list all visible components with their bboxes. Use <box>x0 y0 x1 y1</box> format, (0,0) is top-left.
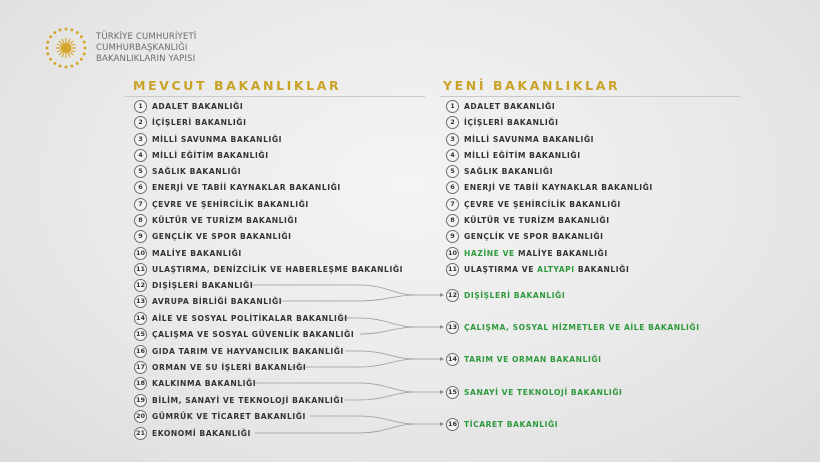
number-badge: 3 <box>446 133 459 146</box>
number-badge: 15 <box>446 386 459 399</box>
list-item <box>134 311 348 325</box>
unchanged-part: ULAŞTIRMA VE <box>464 264 538 274</box>
new-part: ALTYAPI <box>537 264 575 274</box>
list-item <box>134 197 309 211</box>
ministry-label: AVRUPA BİRLİĞİ BAKANLIĞI <box>152 296 283 306</box>
current-ministries-title: MEVCUT BAKANLIKLAR <box>133 78 342 93</box>
number-badge: 20 <box>134 410 147 423</box>
list-item <box>446 417 558 431</box>
ministry-label: İÇİŞLERİ BAKANLIĞI <box>464 117 559 127</box>
list-item <box>134 148 269 162</box>
ministry-label: ENERJİ VE TABİİ KAYNAKLAR BAKANLIĞI <box>464 182 653 192</box>
ministry-label: ÇEVRE VE ŞEHİRCİLİK BAKANLIĞI <box>464 199 621 209</box>
ministry-label: KÜLTÜR VE TURİZM BAKANLIĞI <box>464 215 610 225</box>
ministry-label: DIŞİŞLERİ BAKANLIĞI <box>464 290 566 300</box>
ministry-label: SAĞLIK BAKANLIĞI <box>464 166 554 176</box>
ministry-label: MİLLİ SAVUNMA BAKANLIĞI <box>152 134 282 144</box>
ministry-label: MİLLİ SAVUNMA BAKANLIĞI <box>464 134 594 144</box>
list-item <box>446 132 594 146</box>
list-item <box>446 148 581 162</box>
presidential-seal-icon <box>44 26 88 70</box>
number-badge: 4 <box>134 149 147 162</box>
list-item <box>134 294 282 308</box>
list-item <box>446 197 621 211</box>
new-ministries-title: YENİ BAKANLIKLAR <box>443 78 621 93</box>
ministry-label: EKONOMİ BAKANLIĞI <box>152 428 251 438</box>
header-line-3: BAKANLIKLARIN YAPISI <box>96 53 196 64</box>
list-item <box>446 385 622 399</box>
ministry-label: DIŞİŞLERİ BAKANLIĞI <box>152 280 254 290</box>
unchanged-part: MALİYE BAKANLIĞI <box>517 248 608 258</box>
list-item <box>446 246 608 260</box>
number-badge: 8 <box>446 214 459 227</box>
header-line-2: CUMHURBAŞKANLIĞI <box>96 42 188 53</box>
list-item <box>134 99 243 113</box>
number-badge: 14 <box>446 353 459 366</box>
list-item <box>134 180 341 194</box>
number-badge: 12 <box>446 289 459 302</box>
ministry-label: SANAYİ VE TEKNOLOJİ BAKANLIĞI <box>464 387 623 397</box>
list-item <box>134 426 251 440</box>
list-item <box>134 132 282 146</box>
ministry-label: BİLİM, SANAYİ VE TEKNOLOJİ BAKANLIĞI <box>152 395 344 405</box>
ministry-label: ÇEVRE VE ŞEHİRCİLİK BAKANLIĞI <box>152 199 309 209</box>
number-badge: 7 <box>134 198 147 211</box>
number-badge: 11 <box>134 263 147 276</box>
number-badge: 16 <box>134 345 147 358</box>
list-item <box>446 320 700 334</box>
number-badge: 10 <box>446 247 459 260</box>
list-item <box>134 246 242 260</box>
list-item <box>134 344 344 358</box>
list-item <box>134 213 298 227</box>
ministry-label: ÇALIŞMA, SOSYAL HİZMETLER VE AİLE BAKANLIĞI <box>464 322 700 332</box>
number-badge: 10 <box>134 247 147 260</box>
list-item <box>446 288 565 302</box>
number-badge: 16 <box>446 418 459 431</box>
number-badge: 14 <box>134 312 147 325</box>
ministry-label: GENÇLİK VE SPOR BAKANLIĞI <box>152 231 292 241</box>
header-line-1: TÜRKİYE CUMHURİYETİ <box>96 31 197 42</box>
list-item <box>134 164 241 178</box>
current-divider <box>125 96 425 97</box>
number-badge: 6 <box>134 181 147 194</box>
ministry-label: MALİYE BAKANLIĞI <box>152 248 242 258</box>
ministry-label <box>464 249 608 258</box>
list-item <box>134 278 253 292</box>
number-badge: 7 <box>446 198 459 211</box>
number-badge: 9 <box>446 230 459 243</box>
number-badge: 13 <box>134 295 147 308</box>
ministry-label: SAĞLIK BAKANLIĞI <box>152 166 242 176</box>
ministry-label: ADALET BAKANLIĞI <box>464 101 556 111</box>
list-item <box>134 229 291 243</box>
list-item <box>134 262 403 276</box>
unchanged-part: BAKANLIĞI <box>574 264 630 274</box>
ministry-label: AİLE VE SOSYAL POLİTİKALAR BAKANLIĞI <box>152 313 348 323</box>
number-badge: 5 <box>446 165 459 178</box>
list-item <box>134 376 256 390</box>
list-item <box>446 115 558 129</box>
number-badge: 1 <box>446 100 459 113</box>
number-badge: 9 <box>134 230 147 243</box>
ministry-label: KÜLTÜR VE TURİZM BAKANLIĞI <box>152 215 298 225</box>
ministry-label: GÜMRÜK VE TİCARET BAKANLIĞI <box>152 411 306 421</box>
list-item <box>134 327 354 341</box>
number-badge: 17 <box>134 361 147 374</box>
ministry-label: ENERJİ VE TABİİ KAYNAKLAR BAKANLIĞI <box>152 182 341 192</box>
number-badge: 3 <box>134 133 147 146</box>
new-divider <box>440 96 740 97</box>
list-item <box>446 213 610 227</box>
ministry-label: MİLLİ EĞİTİM BAKANLIĞI <box>152 150 269 160</box>
number-badge: 21 <box>134 427 147 440</box>
number-badge: 18 <box>134 377 147 390</box>
list-item <box>134 393 344 407</box>
number-badge: 8 <box>134 214 147 227</box>
header <box>44 26 196 70</box>
list-item <box>134 360 306 374</box>
list-item <box>446 229 603 243</box>
new-part: HAZİNE VE <box>464 248 518 258</box>
number-badge: 11 <box>446 263 459 276</box>
ministry-label: TARIM VE ORMAN BAKANLIĞI <box>464 354 602 364</box>
ministry-label: ÇALIŞMA VE SOSYAL GÜVENLİK BAKANLIĞI <box>152 329 355 339</box>
number-badge: 6 <box>446 181 459 194</box>
number-badge: 12 <box>134 279 147 292</box>
header-text <box>96 32 196 65</box>
ministry-label: ORMAN VE SU İŞLERİ BAKANLIĞI <box>152 362 307 372</box>
ministry-label: ULAŞTIRMA, DENİZCİLİK VE HABERLEŞME BAKANLIĞI <box>152 264 403 274</box>
list-item <box>446 164 553 178</box>
list-item <box>134 115 246 129</box>
ministry-label: GIDA TARIM VE HAYVANCILIK BAKANLIĞI <box>152 346 344 356</box>
list-item <box>446 99 555 113</box>
number-badge: 2 <box>134 116 147 129</box>
list-item <box>446 352 602 366</box>
number-badge: 1 <box>134 100 147 113</box>
ministry-label: TİCARET BAKANLIĞI <box>464 419 559 429</box>
number-badge: 2 <box>446 116 459 129</box>
ministry-label: MİLLİ EĞİTİM BAKANLIĞI <box>464 150 581 160</box>
list-item <box>134 409 306 423</box>
ministry-label: İÇİŞLERİ BAKANLIĞI <box>152 117 247 127</box>
ministry-label: ADALET BAKANLIĞI <box>152 101 244 111</box>
ministry-label: GENÇLİK VE SPOR BAKANLIĞI <box>464 231 604 241</box>
list-item <box>446 262 629 276</box>
number-badge: 15 <box>134 328 147 341</box>
ministry-label: KALKINMA BAKANLIĞI <box>152 378 257 388</box>
ministry-label <box>464 265 629 274</box>
number-badge: 4 <box>446 149 459 162</box>
number-badge: 13 <box>446 321 459 334</box>
number-badge: 5 <box>134 165 147 178</box>
list-item <box>446 180 653 194</box>
number-badge: 19 <box>134 394 147 407</box>
